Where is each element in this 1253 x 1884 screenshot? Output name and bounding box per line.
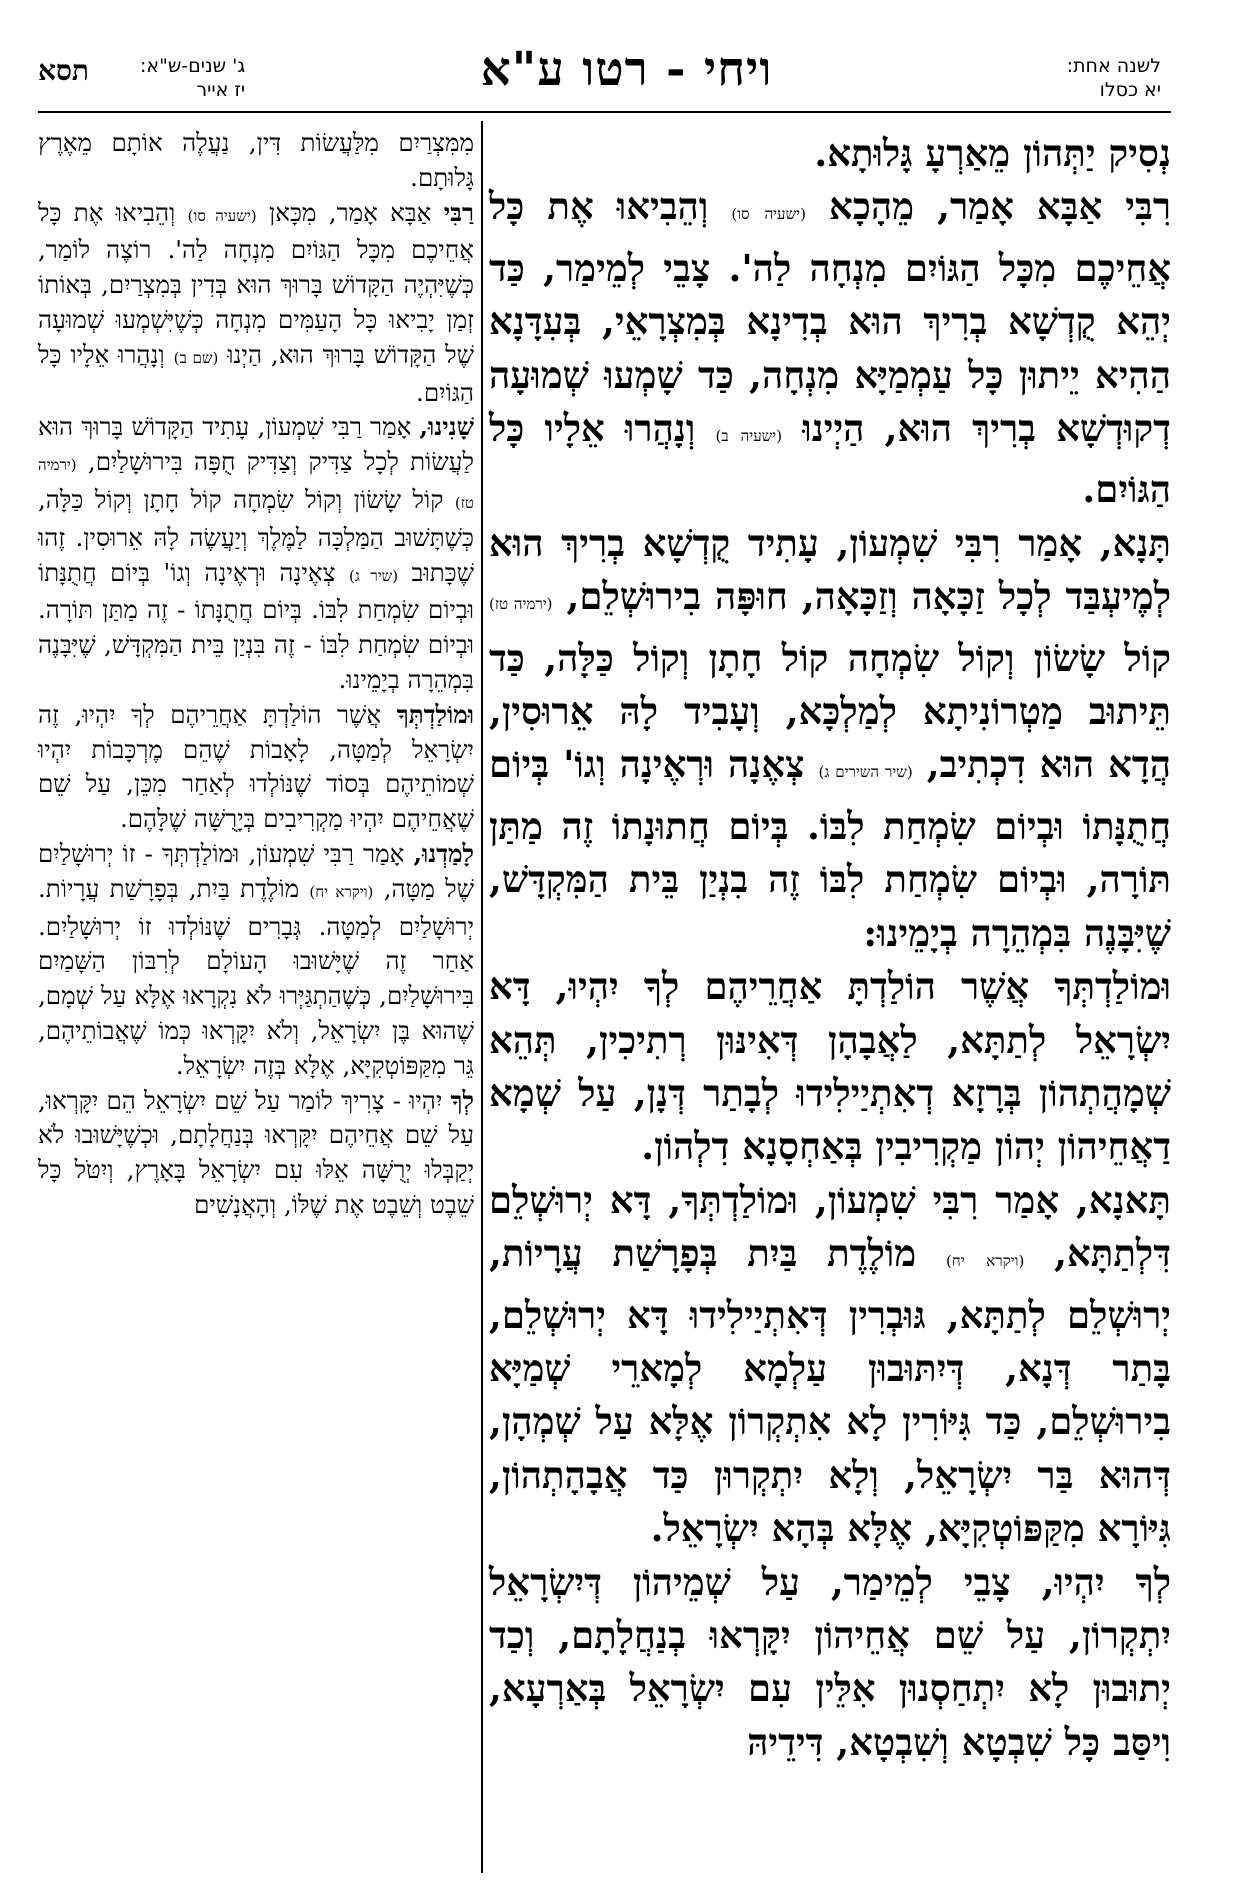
main-paragraph bbox=[489, 517, 1171, 960]
paragraph-text: מִמִּצְרַיִם מִלַּעֲשׂוֹת דִּין, נַעֲלֶה אוֹתָם מֵאֶרֶץ גָּלוּתָם. bbox=[38, 128, 474, 192]
paragraph-text: וְנָהֲרוּ אֵלָיו כָּל הַגּוֹיִם. bbox=[38, 339, 474, 407]
header-right-line2: יא כסלו bbox=[1099, 79, 1161, 101]
paragraph-text: צְאֶינָה וּרְאֶינָה וְגוֹ' בְּיוֹם חֲתֻנָּתוֹ וּבְיוֹם שִׂמְחַת לִבּוֹ. בְּיוֹם חֲתֻנָּתוֹ - זֶה מַתַּן תּוֹרָה. וּבְיוֹם שִׂמְחַת לִבּוֹ - זֶה בִּנְיַן בֵּית הַמִּקְדָּשׁ, שֶׁיִּבָּנֶה בִּמְהֵרָה בְיָמֵינוּ. bbox=[38, 557, 474, 694]
paragraph-text: יִהְיוּ, צָבֵי לְמֵימַר, עַל שְׁמֵיהוֹן דְּיִשְׂרָאֵל יִתְקְרוֹן, עַל שֵׁם אֲחֵיהוֹן יִקָּרְאוּ בְנַחֲלָתָם, וְכַד יְתוּבוּן לָא יִתְחַסְנוּן אִלֵּין עִם יִשְׂרָאֵל בְּאַרְעָא, וִיסַּב כָּל שִׁבְטָא וְשִׁבְטָא, דִּידֵיהּ bbox=[489, 1559, 1171, 1764]
main-paragraph bbox=[489, 127, 1171, 180]
paragraph-text: נְסִיק יַתְּהוֹן מֵאַרְעָ גָּלוּתָא. bbox=[814, 131, 1171, 175]
verse-reference: (ויקרא יח) bbox=[945, 1252, 1025, 1271]
opening-word: וּמוֹלַדְתְּךָ bbox=[1054, 964, 1171, 1009]
paragraph-text: קוֹל שָׂשׂוֹן וְקוֹל שִׂמְחָה קוֹל חָתָן וְקוֹל כַּלָּה, כַּד תֵּיתוּב מַטְרוֹנִיתָא לְמַלְכָּא, וְעָבִיד לָהּ אֵרוּסִין, הֲדָא הוּא דִכְתִיב, bbox=[489, 635, 1171, 787]
opening-word: לְךָ bbox=[450, 1085, 474, 1115]
paragraph-text: אָמַר רַבִּי שִׁמְעוֹן, עָתִיד הַקָּדוֹשׁ בָּרוּךְ הוּא לַעֲשׂוֹת לְכָל צַדִּיק וְצַדִּיק חֻפָּה בִּירוּשָׁלַיִם, bbox=[38, 412, 474, 477]
opening-word: רִבִּי bbox=[1125, 184, 1171, 229]
opening-word: וּמוֹלַדְתְּךָ bbox=[396, 699, 474, 729]
header-left-line1: ג' שנים-ש"א: bbox=[140, 55, 246, 77]
opening-word: לְךָ bbox=[1135, 1559, 1171, 1604]
main-paragraph bbox=[489, 1556, 1171, 1770]
side-paragraph bbox=[38, 837, 474, 1084]
opening-word: שָׁנִינוּ, bbox=[419, 412, 474, 442]
paragraph-text: צְאֶנָה וּרְאֶינָה וְגוֹ' בְּיוֹם חֲתֻנָּתוֹ וּבְיוֹם שִׂמְחַת לִבּוֹ. בְּיוֹם חֲתוּנָתוֹ זֶה מַתַּן תּוֹרָה, וּבְיוֹם שִׂמְחַת לִבּוֹ זֶה בִנְיַן בֵּית הַמִּקְדָּשׁ, שֶׁיִּבָּנֶה בִּמְהֵרָה בְיָמֵינוּ: bbox=[489, 742, 1171, 955]
verse-reference: (ישעיה סו) bbox=[187, 206, 257, 225]
paragraph-text: וְהֵבִיאוּ אֶת כָּל אֲחֵיכֶם מִכָּל הַגּוֹיִם מִנְחָה לַה'. צָבֵי לְמֵימַר, כַּד יְהֵא קֻדְשָׁא בְרִיךְ הוּא בְדִינָא בְּמִצְרָאֵי, בְּעִדָּנָא הַהִיא יֵיתוּן כָּל עַמְמַיָּא מִנְחָה, כַּד שָׁמְעוּ שְׁמוּעָה דְקוּדְשָׁא בְרִיךְ הוּא, הַיְינוּ bbox=[489, 184, 1171, 451]
verse-reference: (ירמיה טז) bbox=[38, 456, 474, 512]
paragraph-text: מוֹלֶדֶת בַּיִת בְּפָרָשַׁת עֲרָיוֹת, יְרוּשְׁלֵם לְתַתָּא, גּוּבְרִין דְּאִתְיַילִידוּ דָּא יְרוּשְׁלֵם, בָּתַר דְּנָא, דְּיִתּוּבוּן עַלְמָא לְמָארֵי שְׁמַיָּא בִירוּשְׁלֵם, כַּד גִּיּוֹרִין לָא אִתְקְרוֹן אֶלָּא עַל שְׁמְהָן, דְּהוּא בַּר יִשְׂרָאֵל, וְלָא יִתְקְרוּן כַּד אֲבָהָתְהוֹן, גִּיּוֹרָא מִקַּפּוֹטְקִיָּא, אֶלָּא בְּהָא יִשְׂרָאֵל. bbox=[489, 1231, 1171, 1551]
opening-word: תָּנָא, bbox=[1099, 520, 1171, 565]
main-paragraph bbox=[489, 180, 1171, 516]
verse-reference: (ירמיה טז) bbox=[489, 595, 553, 614]
main-paragraph bbox=[489, 1174, 1171, 1556]
verse-reference: (ויקרא יח) bbox=[309, 882, 374, 901]
side-paragraph bbox=[38, 126, 474, 196]
header-divider bbox=[38, 111, 1171, 113]
side-paragraph bbox=[38, 410, 474, 697]
commentary-column bbox=[38, 126, 474, 1223]
paragraph-text: מוֹלֶדֶת בַּיִת, בְּפָרָשַׁת עֲרָיוֹת. יְרוּשָׁלַיִם לְמַטָּה. גְּבָרִים שֶׁנּוֹלְדוּ זוֹ יְרוּשָׁלַיִם. אַחַר זֶה שֶׁיָּשׁוּבוּ הָעוֹלָם לְרִבּוֹן הַשָּׁמַיִם בִּירוּשָׁלַיִם, כְּשֶׁהַתְגַּיְּרוּ לֹא נִקְרָאוּ אֶלָּא עַל שְׁמָם, שֶׁהוּא בֶּן יִשְׂרָאֵל, וְלֹא יִקָּרְאוּ כְּמוֹ שֶׁאֲבוֹתֵיהֶם, גֵּר מִקַּפּוֹטְקִיָּא, אֶלָּא בְּזֶה יִשְׂרָאֵל. bbox=[38, 873, 474, 1080]
page-title: ויחי - רטו ע"א bbox=[480, 42, 773, 97]
header-right-line1: לשנה אחת: bbox=[1066, 55, 1161, 77]
paragraph-text: אֲשֶׁר הוֹלַדְתָּ אַחֲרֵיהֶם לְךָ יִהְיוּ, דָּא יִשְׂרָאֵל לְתַתָּא, לַאֲבָהָן דְּאִינּוּן רְתִיכִין, תְּהֵא שְׁמָהֲתְהוֹן בְּרָזָא דְאִתְיַילִידוּ לְבָתַר דְּנָן, עַל שְׁמָא דַאֲחֵיהוֹן יְהוֹן מַקְרִיבִין בְּאַחְסָנָא דִלְהוֹן. bbox=[489, 964, 1171, 1169]
verse-reference: (שם ב) bbox=[173, 348, 219, 367]
paragraph-text: יִהְיוּ - צָרִיךְ לוֹמַר עַל שֵׁם יִשְׂרָאֵל הֵם יִקָּרְאוּ, עַל שֵׁם אֲחֵיהֶם יִקָּרְאוּ בְּנַחֲלָתָם, וּכְשֶׁיָּשׁוּבוּ לֹא יְקַבְּלוּ יְרֻשָּׁה אֵלּוּ עִם יִשְׂרָאֵל בָּאָרֶץ, וְיִטֹּל כָּל שֵׁבֶט וְשֵׁבֶט אֶת שֶׁלּוֹ, וְהָאֲנָשִׁים bbox=[38, 1085, 474, 1219]
opening-word: לָמַדְנוּ, bbox=[413, 838, 474, 868]
side-paragraph bbox=[38, 196, 474, 411]
side-paragraph bbox=[38, 698, 474, 837]
verse-reference: (ישעיה סו) bbox=[731, 205, 806, 224]
opening-word: רַבִּי bbox=[443, 197, 474, 227]
paragraph-text: קוֹל שָׂשׂוֹן וְקוֹל שִׂמְחָה קוֹל חָתָן וְקוֹל כַּלָּה, כְּשֶׁתָּשׁוּב הַמַּלְכָּה לַמֶּלֶךְ וְיַעֲשֶׂה לָהּ אֵרוּסִין. זֶהוּ שֶׁכָּתוּב bbox=[38, 484, 474, 587]
paragraph-text: אָמַר רִבִּי שִׁמְעוֹן, עָתִיד קֻדְשָׁא בְרִיךְ הוּא לְמֶיעְבַּד לְכָל זַכָּאָה וְזַכָּאָה, חוּפָּה בִירוּשְׁלֵם, bbox=[489, 520, 1171, 619]
column-divider bbox=[481, 121, 483, 1873]
paragraph-text: אָמַר רַבִּי שִׁמְעוֹן, וּמוֹלַדְתְּךָ - זוֹ יְרוּשָׁלַיִם שֶׁל מַטָּה, bbox=[38, 838, 474, 903]
verse-reference: (ישעיה ב) bbox=[715, 427, 783, 446]
opening-word: תָּאנָא, bbox=[1076, 1177, 1171, 1222]
paragraph-text: אַבָּא אָמַר, מֵהָכָא bbox=[829, 184, 1103, 229]
paragraph-text: וְהֵבִיאוּ אֶת כָּל אֲחֵיכֶם מִכָּל הַגּוֹיִם מִנְחָה לַה'. רוֹצֶה לוֹמַר, כְּשֶׁיִּהְיֶה הַקָּדוֹשׁ בָּרוּךְ הוּא בְּדִין בְּמִצְרַיִם, בְּאוֹתוֹ זְמַן יָבִיאוּ כָּל הָעַמִּים מִנְחָה כְּשֶׁיִּשְׁמְעוּ שְׁמוּעָה שֶׁל הַקָּדוֹשׁ בָּרוּךְ הוּא, הַיְנוּ bbox=[38, 197, 474, 369]
verse-reference: (שיר ג) bbox=[349, 566, 399, 585]
header-left-line2: יז אייר bbox=[196, 79, 246, 101]
verse-reference: (שיר השירים ג) bbox=[818, 763, 913, 782]
main-column bbox=[489, 127, 1171, 1769]
page-number: תסא bbox=[38, 54, 89, 87]
main-paragraph bbox=[489, 960, 1171, 1174]
header-left-info bbox=[140, 54, 245, 102]
paragraph-text: אַבָּא אָמַר, מִכָּאן bbox=[269, 197, 432, 227]
paragraph-text: אָמַר רִבִּי שִׁמְעוֹן, וּמוֹלַדְתְּךָ, דָּא יְרוּשְׁלֵם דִּלְתַתָּא, bbox=[489, 1177, 1171, 1276]
paragraph-text: וְנָהֲרוּ אֵלָיו כָּל הַגּוֹיִם. bbox=[489, 406, 1171, 512]
paragraph-text: אֲשֶׁר הוֹלַדְתָּ אַחֲרֵיהֶם לְךָ יִהְיוּ, זֶה יִשְׂרָאֵל לְמַטָּה, לָאָבוֹת שֶׁהֵם מֶרְכָּבוֹת יִהְיוּ שְׁמוֹתֵיהֶם בְּסוֹד שֶׁנּוֹלְדוּ לְאַחַר מִכֵּן, עַל שֵׁם שֶׁאֲחֵיהֶם יִהְיוּ מַקְרִיבִים בְּיָרֻשָּׁה שֶׁלָּהֶם. bbox=[38, 699, 474, 834]
side-paragraph bbox=[38, 1084, 474, 1223]
